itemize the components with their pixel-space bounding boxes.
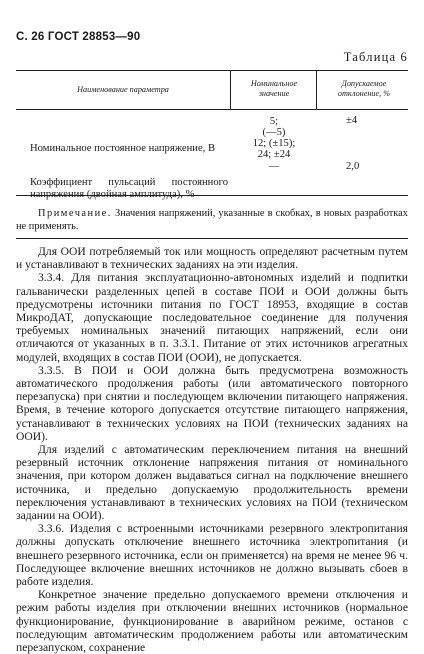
value-line: 5;: [269, 116, 279, 127]
deviation-ripple: 2,0: [346, 161, 360, 172]
paragraph: Для ООИ потребляемый ток или мощность определяют расчетным путем и устанавливают в технических заданиях на эти изделия.: [16, 245, 408, 272]
note-text: Значения напряжений, указанные в скобках, в новых разработках не применять.: [16, 208, 408, 232]
row-name-ripple: Коэффициент пульсаций постоянного напряжения (двойная амплитуда), %: [30, 177, 228, 200]
value-ripple: —: [268, 161, 280, 172]
value-line: 24; ±24: [257, 149, 291, 160]
paragraph: 3.3.5. В ПОИ и ООИ должна быть предусмотрена возможность автоматического продолжения работы (или автоматического повторного перезапуска) при снятии и последующем включении питающего напряжения. Время, в течение которого допускается отсутствие питающего напряжения, устанавливают в технических условиях на ПОИ (технических заданиях на ООИ).: [16, 363, 408, 443]
value-line: (—5): [262, 127, 286, 138]
table-caption: Таблица 6: [343, 50, 408, 64]
deviation-voltage: ±4: [346, 115, 358, 126]
paragraph: 3.3.6. Изделия с встроенными источниками резервного электропитания должны допускать отключение внешнего источника электропитания (и внешнего резервного источника, если он применяется) на время не менее 96 ч. Последующее включение внешних источников не должно вызывать сбоев в работе изделия.: [16, 522, 408, 589]
table-note: [16, 208, 408, 233]
paragraph: Для изделий с автоматическим переключением питания на внешний резервный источник отклонение напряжения питания от номинального значения, при котором должен выдаваться сигнал на подключение внешнего источника, и предельно допускаемую продолжительность времени переключения устанавливают в технических условиях на ПОИ (техническом задании на ООИ).: [16, 443, 408, 523]
column-divider: [230, 71, 231, 109]
column-header-nominal: Номинальное значение: [250, 79, 298, 98]
row-name-voltage: Номинальное постоянное напряжение, В: [30, 143, 216, 154]
paragraph: 3.3.4. Для питания эксплуатационно-автономных изделий и подпитки гальванически разделенных цепей в составе ПОИ и ООИ должны быть предусмотрены источники питания по ГОСТ 18953, входящие в состав МикроДАТ, допускающие последовательное соединение для получения требуемых номинальных значений питающих напряжений, если они отличаются от указанных в п. 3.3.1. Питание от этих источников агрегатных модулей, входящих в состав ПОИ (ООИ), не допускается.: [16, 271, 408, 364]
body-text: [16, 245, 408, 654]
page-header: С. 26 ГОСТ 28853—90: [16, 31, 141, 43]
note-divider: [16, 238, 408, 239]
header-divider: [16, 109, 408, 110]
note-lead: Примечание.: [38, 208, 112, 219]
value-line: 12; (±15);: [252, 138, 296, 149]
column-header-parameter: Наименование параметра: [77, 85, 169, 94]
parameters-table: [16, 70, 408, 200]
column-divider: [316, 71, 317, 109]
paragraph: Конкретное значение предельно допускаемого времени отключения и режим работы изделия при отключении внешних источников (нормальное функционирование, функционирование в аварийном режиме, останов с последующим автоматическим продолжением работы или автоматическим перезапуском, сохранение: [16, 588, 408, 654]
column-header-deviation: Допускаемое отклонение, %: [337, 79, 391, 98]
